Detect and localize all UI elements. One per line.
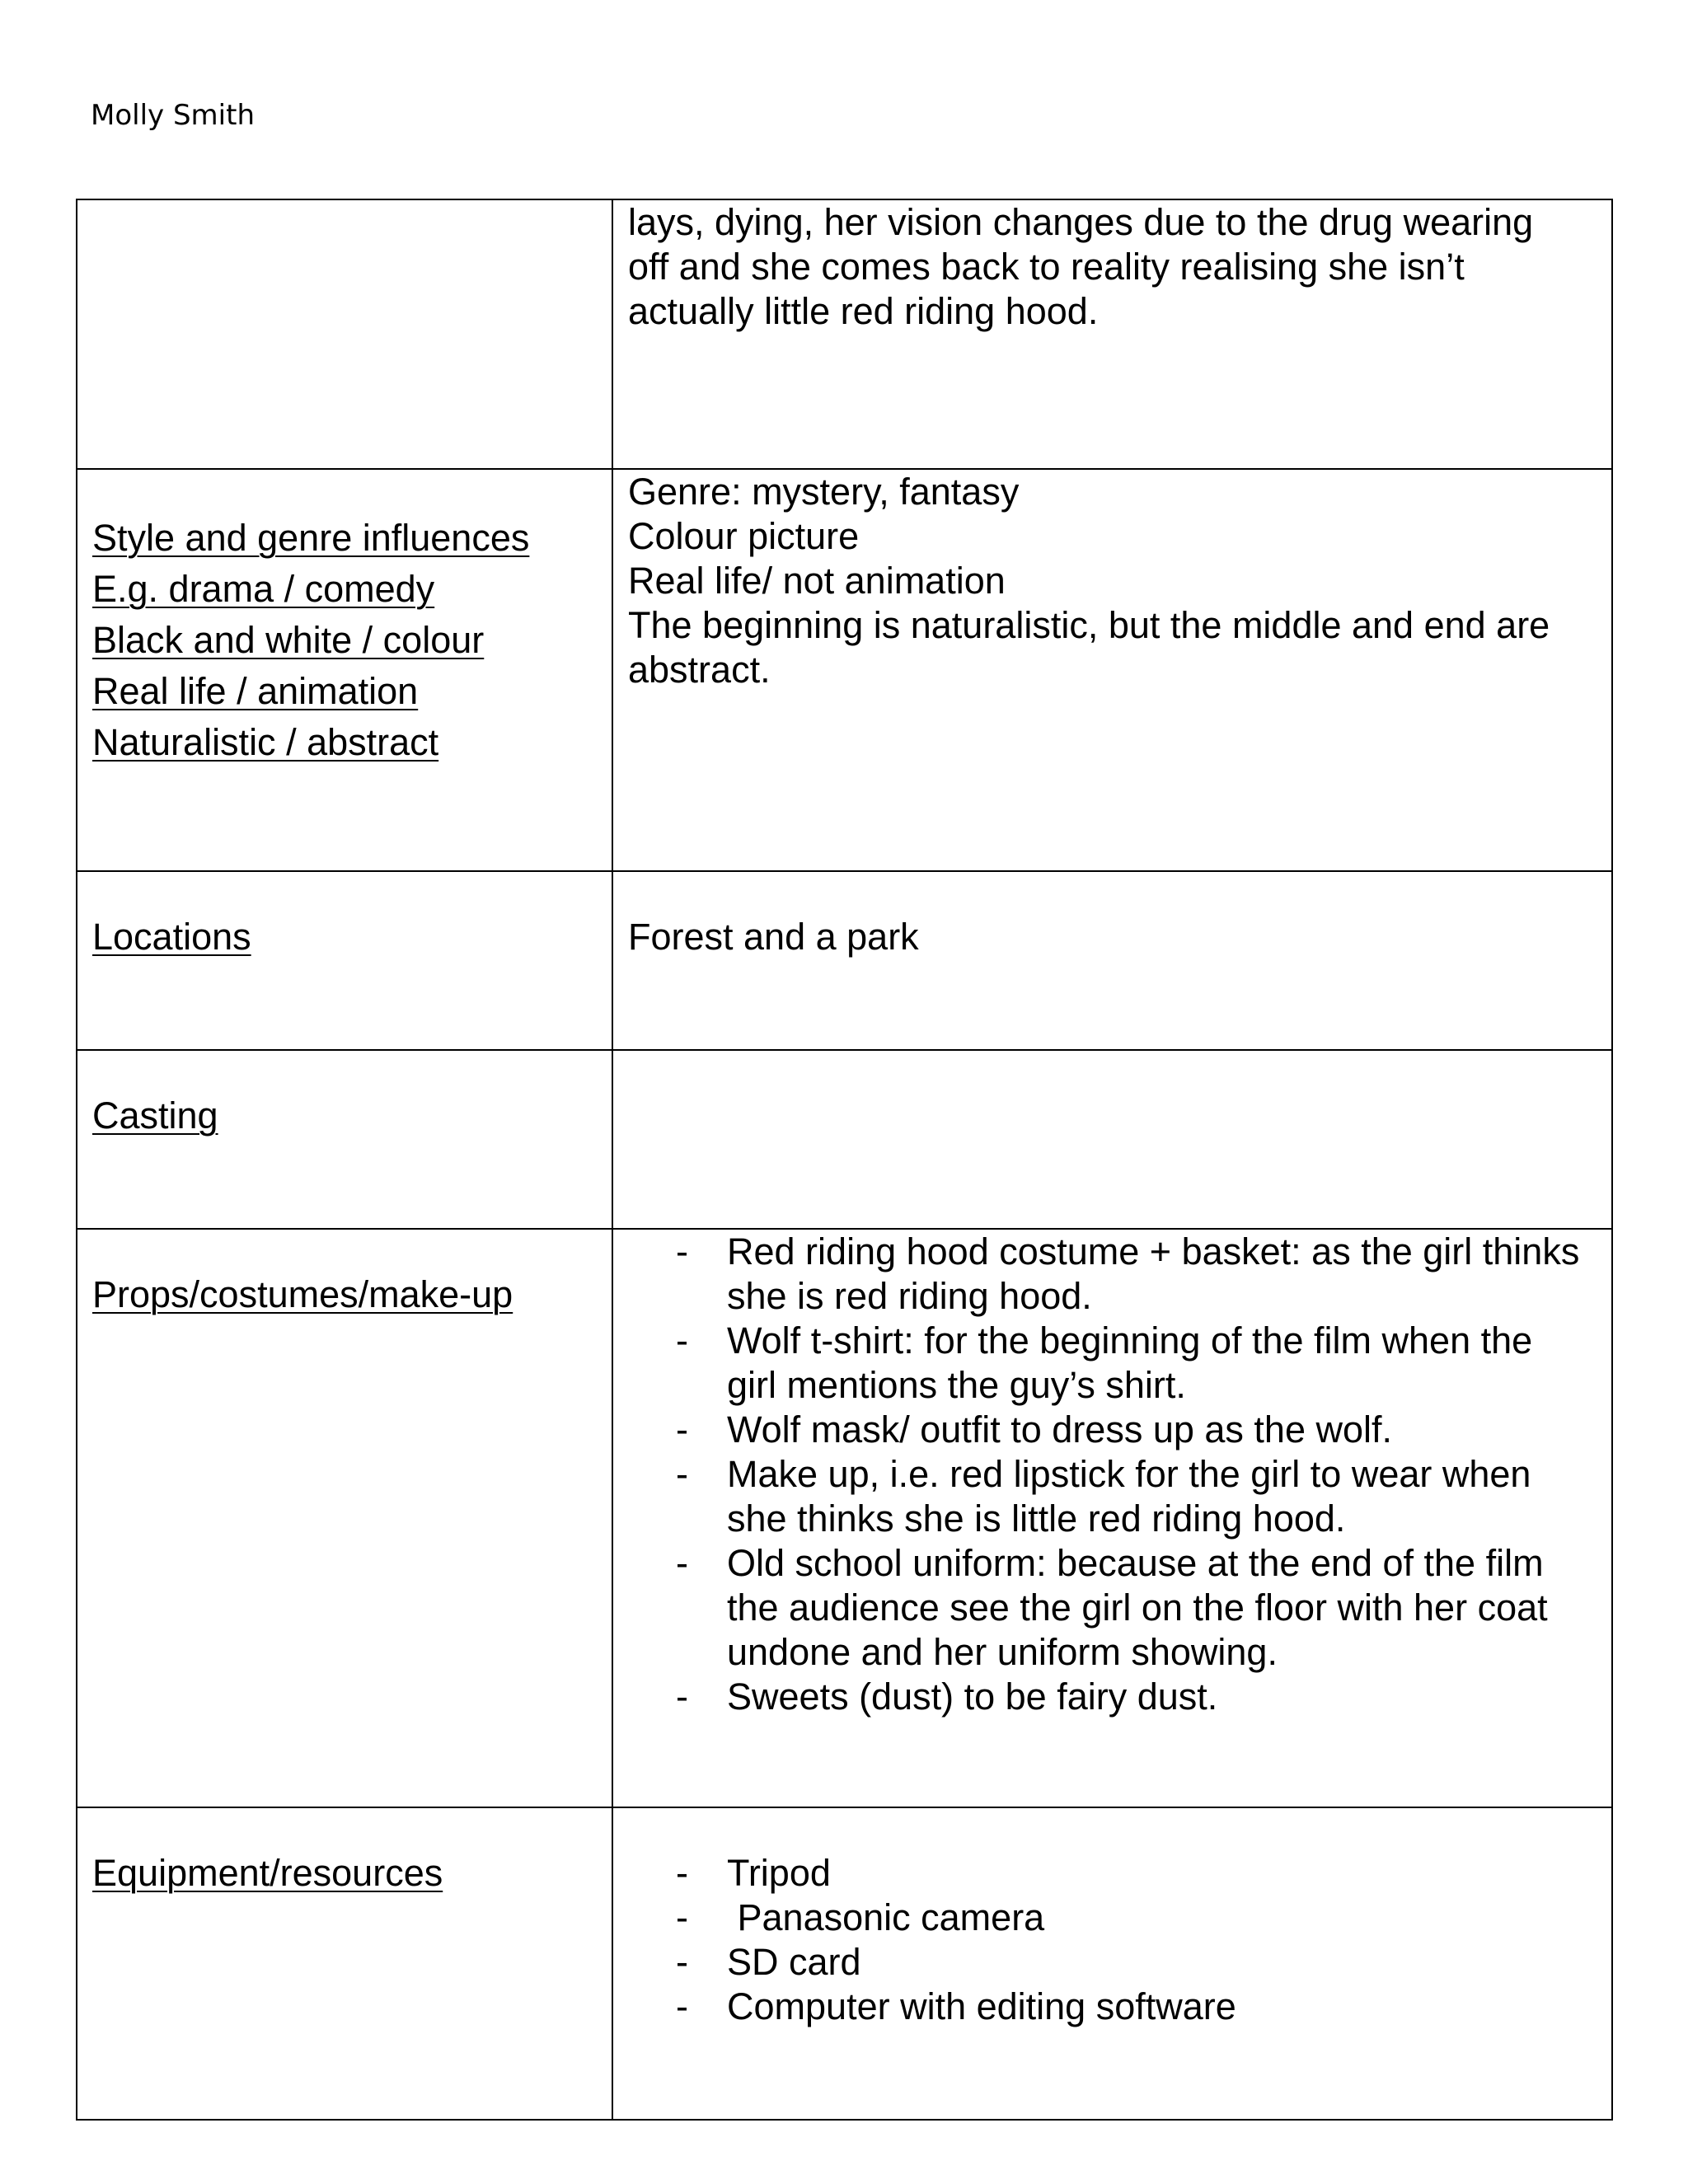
list-item [628, 1230, 1603, 1319]
list-item [628, 1675, 1603, 1719]
label-text: Locations [92, 916, 251, 958]
item-line: Wolf mask/ outfit to dress up as the wolf. [727, 1408, 1393, 1451]
content-line: Genre: mystery, fantasy [628, 471, 1020, 513]
dash-bullet: - [676, 1941, 688, 1983]
row-content-continuation [612, 199, 1612, 469]
label-text: Casting [92, 1094, 218, 1137]
row-label-casting [77, 1050, 612, 1229]
table-row-locations [77, 871, 1612, 1050]
label-line: E.g. drama / comedy [92, 568, 435, 610]
dash-bullet: - [676, 1542, 688, 1584]
item-line: Computer with editing software [727, 1985, 1236, 2027]
list-item [628, 1452, 1603, 1541]
item-line: girl mentions the guy’s shirt. [727, 1364, 1186, 1406]
dash-bullet: - [676, 1230, 688, 1272]
table-row-style-genre [77, 469, 1612, 871]
label-text: Equipment/resources [92, 1852, 443, 1894]
label-line: Black and white / colour [92, 619, 485, 661]
planning-table [76, 199, 1613, 2121]
row-label-style-genre [77, 469, 612, 871]
author-name: Molly Smith [91, 99, 255, 132]
row-content-equipment [612, 1807, 1612, 2120]
row-label-empty [77, 199, 612, 469]
label-text: Props/costumes/make-up [92, 1273, 513, 1315]
list-item [628, 1851, 1603, 1896]
list-item [628, 1541, 1603, 1675]
content-text: Forest and a park [628, 916, 919, 958]
row-label-locations [77, 871, 612, 1050]
dash-bullet: - [676, 1453, 688, 1495]
list-item [628, 1940, 1603, 1985]
item-line: Sweets (dust) to be fairy dust. [727, 1675, 1218, 1718]
item-line: Old school uniform: because at the end of the film [727, 1542, 1544, 1584]
item-line: Make up, i.e. red lipstick for the girl to wear when [727, 1453, 1531, 1495]
item-line: Panasonic camera [727, 1896, 1045, 1938]
list-item [628, 1408, 1603, 1452]
table-row-continuation [77, 199, 1612, 469]
list-item [628, 1985, 1603, 2029]
content-line: actually little red riding hood. [628, 290, 1099, 332]
item-line: Tripod [727, 1852, 831, 1894]
row-content-style-genre [612, 469, 1612, 871]
dash-bullet: - [676, 1408, 688, 1451]
props-list [628, 1230, 1603, 1719]
content-line: The beginning is naturalistic, but the middle and end are [628, 604, 1550, 646]
item-line: the audience see the girl on the floor with her coat [727, 1586, 1548, 1629]
content-line: Colour picture [628, 515, 860, 557]
label-line: Real life / animation [92, 670, 419, 712]
label-line: Style and genre influences [92, 517, 530, 559]
row-content-locations [612, 871, 1612, 1050]
content-line: lays, dying, her vision changes due to the drug wearing [628, 201, 1534, 243]
item-line: she thinks she is little red riding hood. [727, 1497, 1346, 1540]
list-item [628, 1896, 1603, 1940]
table-row-casting [77, 1050, 1612, 1229]
row-label-equipment [77, 1807, 612, 2120]
dash-bullet: - [676, 1675, 688, 1718]
item-line: she is red riding hood. [727, 1275, 1092, 1317]
dash-bullet: - [676, 1896, 688, 1938]
table-row-equipment [77, 1807, 1612, 2120]
table-row-props [77, 1229, 1612, 1807]
equipment-list [628, 1851, 1603, 2029]
row-content-props [612, 1229, 1612, 1807]
item-line: undone and her uniform showing. [727, 1631, 1278, 1673]
content-line: abstract. [628, 649, 771, 691]
dash-bullet: - [676, 1852, 688, 1894]
item-line: Wolf t-shirt: for the beginning of the film when the [727, 1319, 1533, 1361]
item-line: Red riding hood costume + basket: as the girl thinks [727, 1230, 1580, 1272]
content-line: Real life/ not animation [628, 560, 1006, 602]
label-line: Naturalistic / abstract [92, 721, 439, 763]
dash-bullet: - [676, 1319, 688, 1361]
dash-bullet: - [676, 1985, 688, 2027]
content-line: off and she comes back to reality realising she isn’t [628, 246, 1465, 288]
row-content-casting [612, 1050, 1612, 1229]
item-line: SD card [727, 1941, 861, 1983]
list-item [628, 1319, 1603, 1408]
row-label-props [77, 1229, 612, 1807]
